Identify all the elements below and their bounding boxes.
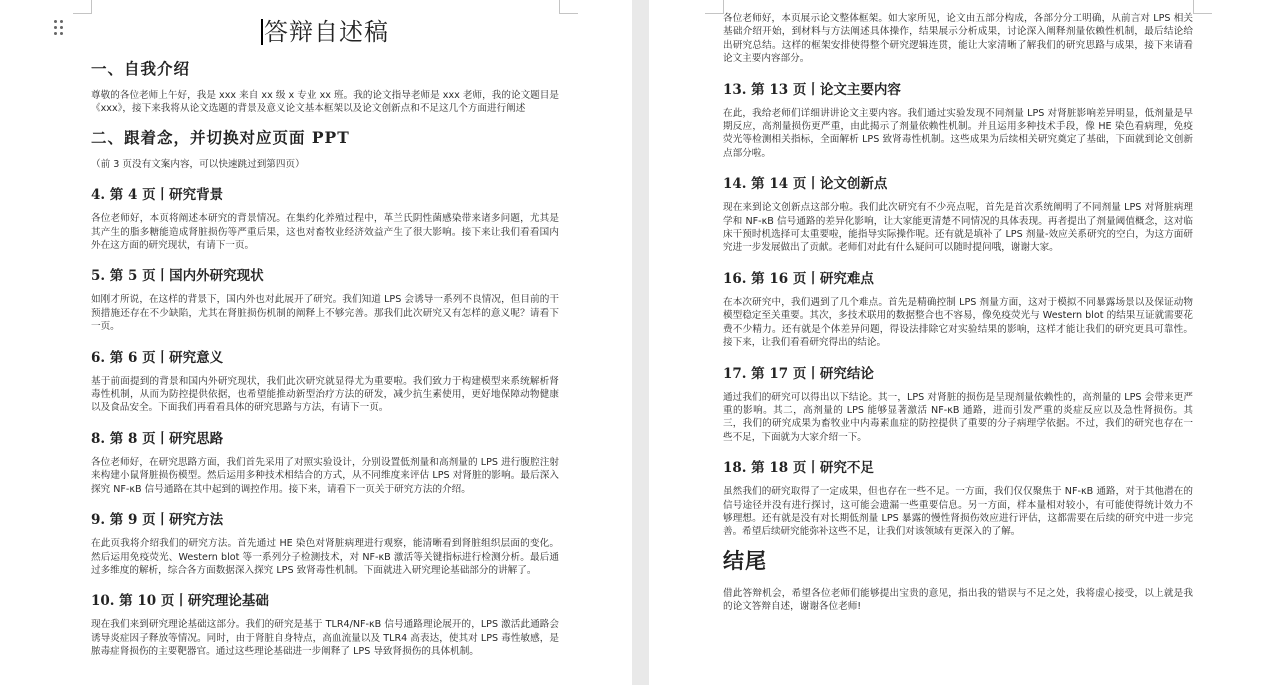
margin-corner-marker	[73, 0, 92, 14]
paragraph[interactable]: 各位老师好，本页展示论文整体框架。如大家所见，论文由五部分构成，各部分分工明确，从前言对 LPS 相关基础介绍开始，到材料与方法阐述具体操作，结果展示分析成果，讨论深入阐释剂量依赖性机制，最后结论给出研究总结。这样的框架安排使得整个研究逻辑连贯，能让大家清晰了解我们的研究思路与成果，接下来请看论文主要内容部分。	[723, 13, 1193, 65]
page-right-body	[723, 12, 1193, 614]
drag-handle-icon[interactable]	[54, 20, 66, 36]
paragraph[interactable]: 借此答辩机会，希望各位老师们能够提出宝贵的意见，指出我的错误与不足之处，我将虚心接受，以上就是我的论文答辩自述，谢谢各位老师!	[723, 587, 1193, 613]
section-heading[interactable]: 16. 第 16 页丨研究难点	[723, 270, 874, 287]
section-heading[interactable]: 4. 第 4 页丨研究背景	[91, 187, 224, 204]
section-heading[interactable]: 17. 第 17 页丨研究结论	[723, 365, 874, 382]
paragraph[interactable]: 虽然我们的研究取得了一定成果，但也存在一些不足。一方面，我们仅仅聚焦于 NF-κB 通路，对于其他潜在的信号途径并没有进行探讨，这可能会遗漏一些重要信息。另一方面，样本量相对较小，有可能使得统计效力不够理想。还有就是没有对长期低剂量 LPS 暴露的慢性肾损伤效应进行评估，这都需要在后续的研究中进一步完善。希望后续研究能弥补这些不足，让我们对该领域有更深入的了解。	[723, 486, 1193, 538]
paragraph[interactable]: 各位老师好，本页将阐述本研究的背景情况。在集约化养殖过程中，革兰氏阴性菌感染带来诸多问题，尤其是其产生的脂多糖能造成肾脏损伤等严重后果，这也对畜牧业经济效益产生了很大影响。接下来让我们看看国内外在这方面的研究现状，有请下一页。	[91, 213, 559, 252]
section-heading[interactable]: 18. 第 18 页丨研究不足	[723, 460, 874, 477]
section-heading[interactable]: 10. 第 10 页丨研究理论基础	[91, 593, 269, 610]
paragraph[interactable]: 尊敬的各位老师上午好，我是 xxx 来自 xx 级 x 专业 xx 班。我的论文指导老师是 xxx 老师，我的论文题目是《xxx》，接下来我将从论文选题的背景及意义论文基本框架以及论文创新点和不足这几个方面进行阐述	[91, 90, 559, 115]
section-heading[interactable]: 二、跟着念，并切换对应页面 PPT	[91, 127, 350, 147]
margin-corner-marker	[705, 0, 724, 14]
section-heading[interactable]: 6. 第 6 页丨研究意义	[91, 349, 224, 366]
paragraph[interactable]: 如刚才所说，在这样的背景下，国内外也对此展开了研究。我们知道 LPS 会诱导一系列不良情况，但目前的干预措施还存在不少缺陷，尤其在肾脏损伤机制的阐释上不够完善。那我们此次研究又有怎样的意义呢？请看下一页。	[91, 294, 559, 333]
paragraph[interactable]: 基于前面提到的背景和国内外研究现状，我们此次研究就显得尤为重要啦。我们致力于构建模型来系统解析肾毒性机制，从而为防控提供依据，也希望能推动新型治疗方法的研发，减少抗生素使用，更好地保障动物健康以及食品安全。下面我们再看看具体的研究思路与方法，有请下一页。	[91, 375, 559, 414]
paragraph[interactable]: 现在来到论文创新点这部分啦。我们此次研究有不少亮点呢，首先是首次系统阐明了不同剂量 LPS 对肾脏病理学和 NF-κB 信号通路的差异化影响，让大家能更清楚不同情况的具体表现。再者提出了剂量阈值概念，这对临床干预时机选择可太重要啦，能指导实际操作呢。还有就是填补了 LPS 剂量-效应关系研究的空白，为这方面研究进一步发展做出了贡献。老师们对此有什么疑问可以随时提问哦，谢谢大家。	[723, 202, 1193, 254]
paragraph[interactable]: 通过我们的研究可以得出以下结论。其一，LPS 对肾脏的损伤是呈现剂量依赖性的，高剂量的 LPS 会带来更严重的影响。其二，高剂量的 LPS 能够显著激活 NF-κB 通路，进而引发严重的炎症反应以及急性肾损伤。其三，我们的研究成果为畜牧业中内毒素血症的防控提供了重要的分子病理学依据。不过，我们的研究也存在一些不足，下面就为大家介绍一下。	[723, 391, 1193, 443]
section-heading[interactable]: 一、自我介绍	[91, 59, 191, 78]
text-cursor	[261, 19, 263, 45]
section-heading[interactable]: 8. 第 8 页丨研究思路	[91, 430, 224, 447]
document-title[interactable]	[91, 12, 559, 47]
paragraph[interactable]: 各位老师好，在研究思路方面，我们首先采用了对照实验设计，分别设置低剂量和高剂量的 LPS 进行腹腔注射来构建小鼠肾脏损伤模型。然后运用多种技术相结合的方式，从不同维度来评估 LPS 对肾脏的影响。最后深入探究 NF-κB 信号通路在其中起到的调控作用。接下来，请看下一页关于研究方法的介绍。	[91, 456, 559, 495]
document-page-right[interactable]	[649, 0, 1280, 685]
paragraph[interactable]: 现在我们来到研究理论基础这部分。我们的研究是基于 TLR4/NF-κB 信号通路理论展开的，LPS 激活此通路会诱导炎症因子释放等情况。同时，由于肾脏自身特点，高血流量以及 TLR4 高表达，使其对 LPS 毒性敏感，是脓毒症肾损伤的主要靶器官。通过这些理论基础进一步阐释了 LPS 导致肾损伤的具体机制。	[91, 619, 559, 658]
section-heading[interactable]: 5. 第 5 页丨国内外研究现状	[91, 268, 264, 285]
margin-corner-marker	[559, 0, 578, 14]
section-heading[interactable]: 14. 第 14 页丨论文创新点	[723, 176, 888, 193]
page-left-content	[91, 12, 559, 663]
section-heading[interactable]: 结尾	[723, 547, 767, 573]
document-title-text: 答辩自述稿	[264, 18, 389, 46]
section-heading[interactable]: 13. 第 13 页丨论文主要内容	[723, 81, 901, 98]
margin-corner-marker	[1193, 0, 1212, 14]
paragraph[interactable]: （前 3 页没有文案内容，可以快速跳过到第四页）	[91, 158, 305, 170]
paragraph[interactable]: 在此，我给老师们详细讲讲论文主要内容。我们通过实验发现不同剂量 LPS 对肾脏影响差异明显，低剂量是早期反应，高剂量损伤更严重，由此揭示了剂量依赖性机制。并且运用多种技术手段，像 HE 染色看病理，免疫荧光等检测相关指标，全面解析 LPS 致肾毒性机制。这些成果为后续相关研究奠定了基础，下面就到论文创新点部分啦。	[723, 107, 1193, 159]
paragraph[interactable]: 在此页我将介绍我们的研究方法。首先通过 HE 染色对肾脏病理进行观察，能清晰看到肾脏组织层面的变化。然后运用免疫荧光、Western blot 等一系列分子检测技术，对 NF-κB 激活等关键指标进行检测分析。最后通过多维度的解析，综合各方面数据深入探究 LPS 致肾毒性机制。下面就进入研究理论基础部分的讲解了。	[91, 538, 559, 576]
page-left-body	[91, 57, 559, 659]
document-page-left[interactable]	[0, 0, 632, 685]
page-right-content	[723, 12, 1193, 618]
section-heading[interactable]: 9. 第 9 页丨研究方法	[91, 512, 224, 529]
paragraph[interactable]: 在本次研究中，我们遇到了几个难点。首先是精确控制 LPS 剂量方面，这对于模拟不同暴露场景以及保证动物模型稳定至关重要。其次，多技术联用的数据整合也不容易，像免疫荧光与 Western blot 的结果互证就需要花费不少精力。还有就是个体差异问题，得设法排除它对实验结果的影响，这样才能让我们的研究更具可靠性。接下来，让我们看看研究得出的结论。	[723, 296, 1193, 349]
